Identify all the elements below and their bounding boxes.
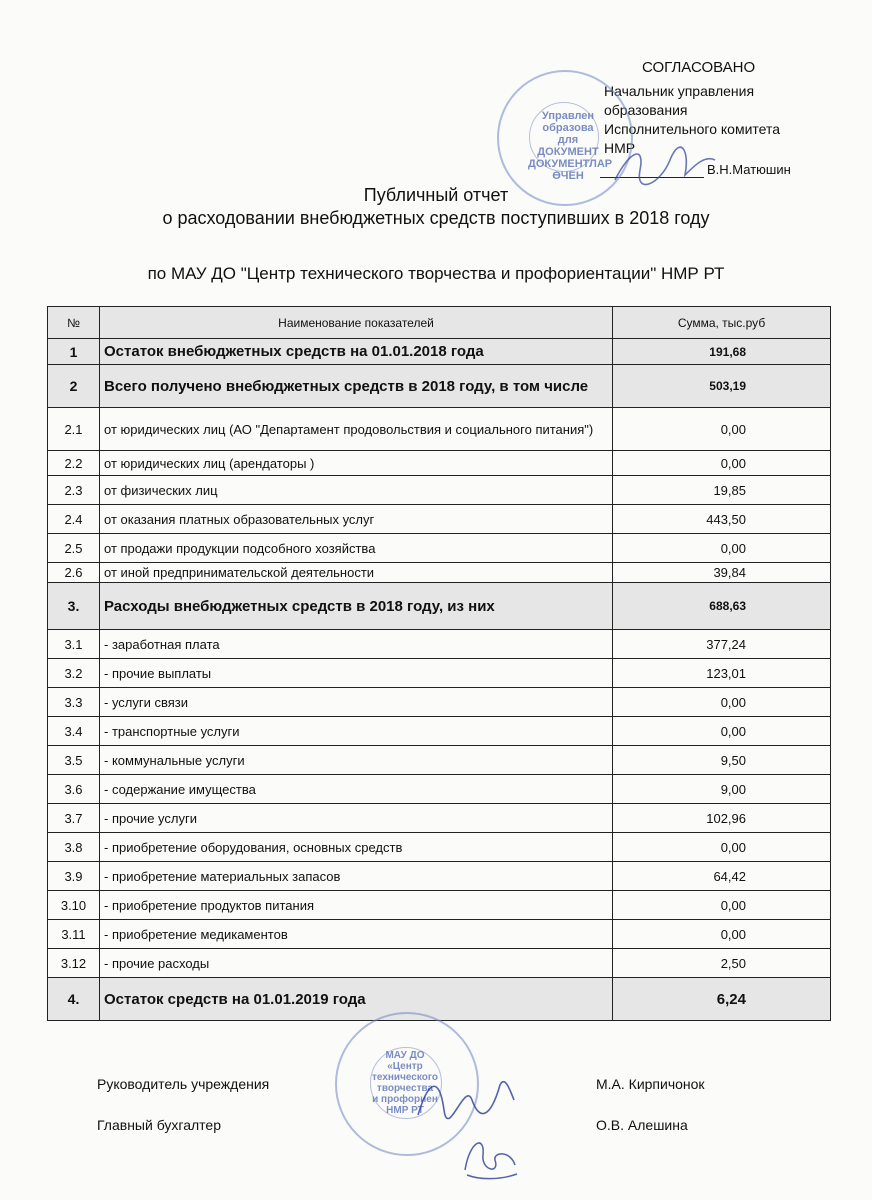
table-row [48,583,831,630]
table-row [48,949,831,978]
stamp-top-line: для [557,134,579,146]
row-name: - приобретение материальных запасов [100,862,613,891]
stamp-bottom-line: НМР РТ [386,1105,424,1116]
approver-signature [610,140,720,190]
row-num: 3.5 [48,746,100,775]
table-row [48,365,831,408]
row-sum: 443,50 [613,505,831,534]
row-name: от юридических лиц (арендаторы ) [100,451,613,476]
table-row [48,451,831,476]
stamp-bottom-line: творчества [376,1083,434,1094]
row-name: - транспортные услуги [100,717,613,746]
table-row [48,505,831,534]
row-num: 3.12 [48,949,100,978]
table-row [48,775,831,804]
row-name: - приобретение медикаментов [100,920,613,949]
approval-line: НМР [604,140,636,156]
row-sum: 0,00 [613,920,831,949]
table-row [48,978,831,1021]
row-sum: 377,24 [613,630,831,659]
table-row [48,862,831,891]
row-num: 3.2 [48,659,100,688]
row-name: от иной предпринимательской деятельности [100,563,613,583]
report-table [47,306,831,1021]
row-sum: 102,96 [613,804,831,833]
report-subtitle: о расходовании внебюджетных средств поступивших в 2018 году [162,208,710,228]
row-name: - прочие расходы [100,949,613,978]
row-num: 3.3 [48,688,100,717]
table-row [48,659,831,688]
row-num: 3.8 [48,833,100,862]
row-num: 1 [48,339,100,365]
row-sum: 64,42 [613,862,831,891]
row-name: от физических лиц [100,476,613,505]
row-sum: 6,24 [613,978,831,1021]
row-name: Остаток средств на 01.01.2019 года [100,978,613,1021]
head-name: М.А. Кирпичонок [596,1076,705,1092]
approval-line: образования [604,102,688,118]
report-title: Публичный отчет [363,185,509,205]
row-sum: 0,00 [613,534,831,563]
stamp-bottom-line: технического [372,1072,438,1083]
header-name: Наименование показателей [100,307,613,339]
row-sum: 0,00 [613,408,831,451]
row-name: - прочие выплаты [100,659,613,688]
table-header-row [48,307,831,339]
table-row [48,408,831,451]
row-sum: 39,84 [613,563,831,583]
stamp-top-line: ӨЧЕН [552,170,584,182]
row-num: 2.4 [48,505,100,534]
row-num: 4. [48,978,100,1021]
row-sum: 9,00 [613,775,831,804]
table-row [48,476,831,505]
row-sum: 0,00 [613,833,831,862]
row-num: 2.5 [48,534,100,563]
row-name: - коммунальные услуги [100,746,613,775]
row-sum: 0,00 [613,688,831,717]
row-name: Всего получено внебюджетных средств в 2018 году, в том числе [100,365,613,408]
row-sum: 503,19 [613,365,831,408]
row-name: от юридических лиц (АО "Департамент продовольствия и социального питания") [100,408,613,451]
approval-line: Исполнительного комитета [604,121,781,137]
table-row [48,891,831,920]
row-name: - приобретение продуктов питания [100,891,613,920]
row-name: - прочие услуги [100,804,613,833]
row-num: 2.2 [48,451,100,476]
row-sum: 688,63 [613,583,831,630]
row-num: 3.9 [48,862,100,891]
stamp-top-text [528,110,613,182]
row-name: - приобретение оборудования, основных средств [100,833,613,862]
accountant-name: О.В. Алешина [596,1117,688,1133]
row-num: 3.6 [48,775,100,804]
head-label: Руководитель учреждения [97,1076,270,1092]
stamp-bottom-line: «Центр [387,1061,423,1072]
accountant-signature [455,1130,525,1185]
row-num: 3.7 [48,804,100,833]
head-signature [410,1070,520,1130]
row-name: - услуги связи [100,688,613,717]
row-sum: 0,00 [613,451,831,476]
table-row [48,804,831,833]
row-sum: 0,00 [613,717,831,746]
header-num: № [48,307,100,339]
stamp-top-line: ДОКУМЕНТЛАР [528,158,613,170]
table-row [48,717,831,746]
row-sum: 19,85 [613,476,831,505]
row-sum: 191,68 [613,339,831,365]
row-num: 3.11 [48,920,100,949]
table-row [48,630,831,659]
table-row [48,339,831,365]
row-num: 2.6 [48,563,100,583]
row-num: 2.3 [48,476,100,505]
table-row [48,920,831,949]
row-num: 2 [48,365,100,408]
table-row [48,688,831,717]
stamp-top-line: образова [542,122,594,134]
accountant-label: Главный бухгалтер [97,1117,221,1133]
stamp-bottom-line: и профориен [372,1094,438,1105]
row-name: Расходы внебюджетных средств в 2018 году, из них [100,583,613,630]
row-sum: 2,50 [613,949,831,978]
stamp-top-line: ДОКУМЕНТ [537,146,599,158]
table-row [48,833,831,862]
stamp-bottom-line: МАУ ДО [385,1050,425,1061]
table-row [48,534,831,563]
table-row [48,563,831,583]
stamp-top-line: Управлен [541,110,595,122]
row-num: 3.4 [48,717,100,746]
table-row [48,746,831,775]
approver-name: В.Н.Матюшин [707,162,791,177]
row-name: Остаток внебюджетных средств на 01.01.2018 года [100,339,613,365]
row-sum: 123,01 [613,659,831,688]
row-name: - заработная плата [100,630,613,659]
row-name: от продажи продукции подсобного хозяйства [100,534,613,563]
row-num: 3. [48,583,100,630]
row-name: от оказания платных образовательных услуг [100,505,613,534]
row-sum: 9,50 [613,746,831,775]
row-num: 2.1 [48,408,100,451]
header-sum: Сумма, тыс.руб [613,307,831,339]
row-num: 3.10 [48,891,100,920]
row-num: 3.1 [48,630,100,659]
approval-title: СОГЛАСОВАНО [642,59,756,76]
report-organization: по МАУ ДО "Центр технического творчества и профориентации" НМР РТ [147,264,725,283]
row-name: - содержание имущества [100,775,613,804]
approval-line: Начальник управления [604,83,755,99]
row-sum: 0,00 [613,891,831,920]
